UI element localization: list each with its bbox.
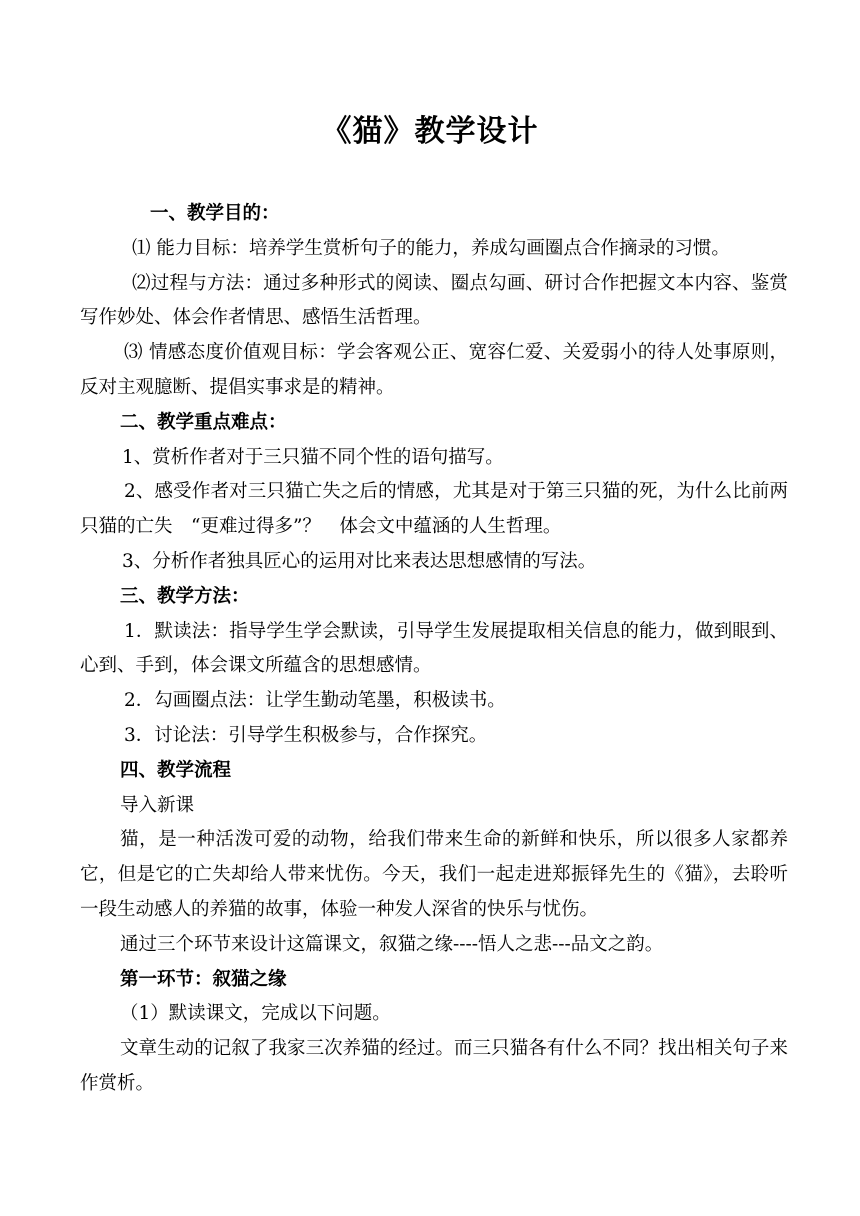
document-title: 《猫》教学设计	[321, 114, 539, 149]
key-point-item-2: 2、感受作者对三只猫亡失之后的情感，尤其是对于第三只猫的死，为什么比前两只猫的亡失 “更难过得多”？ 体会文中蕴涵的人生哲理。	[80, 481, 788, 538]
method-item-3: 3．讨论法：引导学生积极参与，合作探究。	[124, 724, 488, 746]
key-point-item-3: 3、分析作者独具匠心的运用对比来表达思想感情的写法。	[122, 550, 597, 572]
intro-paragraph: 猫，是一种活泼可爱的动物，给我们带来生命的新鲜和快乐，所以很多人家都养它，但是它的亡失却给人带来忧伤。今天，我们一起走进郑振铎先生的《猫》，去聆听一段生动感人的养猫的故事，体验一种发人深省的快乐与忧伤。	[80, 829, 788, 920]
stage1-paragraph: 文章生动的记叙了我家三次养猫的经过。而三只猫各有什么不同？找出相关句子来作赏析。	[80, 1038, 788, 1094]
stage1-item-1: （1）默读课文，完成以下问题。	[120, 1003, 391, 1025]
stage1-heading: 第一环节：叙猫之缘	[120, 968, 287, 990]
section-heading-process: 四、教学流程	[120, 759, 232, 781]
section-heading-methods: 三、教学方法：	[120, 585, 250, 607]
key-point-item-1: 1、赏析作者对于三只猫不同个性的语句描写。	[122, 446, 504, 468]
method-item-1: 1．默读法：指导学生学会默读，引导学生发展提取相关信息的能力，做到眼到、心到、手到，体会课文所蕴含的思想感情。	[80, 620, 788, 677]
objective-item-process: ⑵过程与方法：通过多种形式的阅读、圈点勾画、研讨合作把握文本内容、鉴赏写作妙处、体会作者情思、感悟生活哲理。	[80, 272, 788, 329]
section-heading-objectives: 一、教学目的：	[150, 203, 280, 224]
objective-item-ability: ⑴ 能力目标：培养学生赏析句子的能力，养成勾画圈点合作摘录的习惯。	[132, 237, 730, 259]
intro-label: 导入新课	[120, 794, 195, 816]
objective-item-attitude: ⑶ 情感态度价值观目标：学会客观公正、宽容仁爱、关爱弱小的待人处事原则，反对主观臆断、提倡实事求是的精神。	[80, 342, 788, 398]
section-heading-key-points: 二、教学重点难点：	[120, 411, 287, 433]
method-item-2: 2．勾画圈点法：让学生勤动笔墨，积极读书。	[124, 690, 506, 712]
design-overview-paragraph: 通过三个环节来设计这篇课文，叙猫之缘----悟人之悲---品文之韵。	[120, 933, 664, 955]
document-body	[80, 197, 788, 1102]
